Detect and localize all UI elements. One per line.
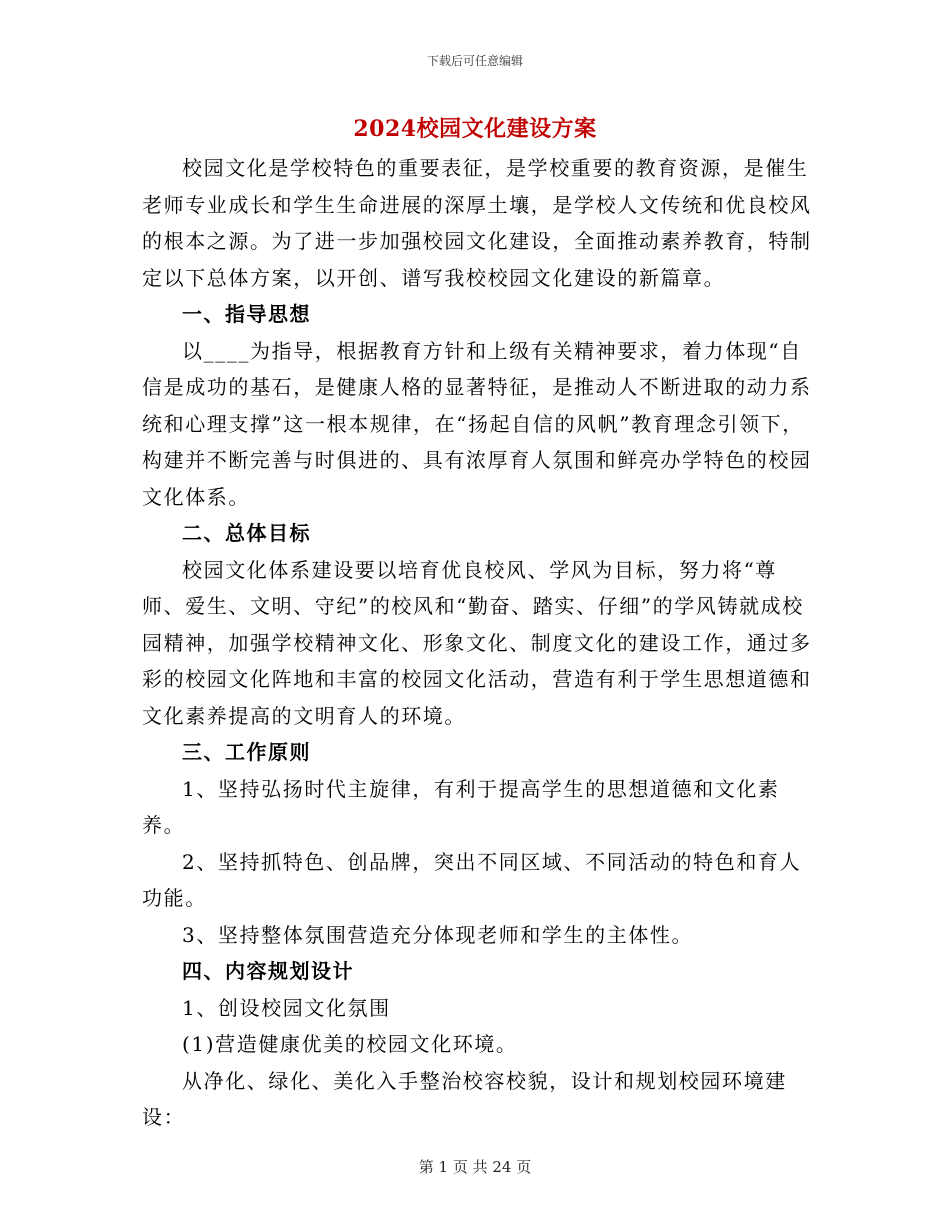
sub-item-environment: (1)营造健康优美的校园文化环境。	[182, 1032, 518, 1056]
paragraph-overall-goal: 校园文化体系建设要以培育优良校风、学风为目标，努力将“尊师、爱生、文明、守纪”的校风和“勤奋、踏实、仔细”的学风铸就成校园精神，加强学校精神文化、形象文化、制度文化的建设工作，通过多彩的校园文化阵地和丰富的校园文化活动，营造有利于学生思想道德和文化素养提高的文明育人的环境。	[142, 557, 812, 728]
page-number: 第 1 页 共 24 页	[418, 1158, 532, 1176]
paragraph-intro: 校园文化是学校特色的重要表征，是学校重要的教育资源，是催生老师专业成长和学生生命进展的深厚土壤，是学校人文传统和优良校风的根本之源。为了进一步加强校园文化建设，全面推动素养教育，特制定以下总体方案，以开创、谱写我校校园文化建设的新篇章。	[142, 156, 812, 290]
subsection-heading-culture-atmosphere: 1、创设校园文化氛围	[182, 995, 391, 1020]
principle-item-1: 1、坚持弘扬时代主旋律，有利于提高学生的思想道德和文化素养。	[142, 776, 780, 837]
page-header: 下载后可任意编辑	[426, 54, 523, 68]
section-heading-content-planning: 四、内容规划设计	[182, 959, 354, 983]
paragraph-environment: 从净化、绿化、美化入手整治校容校貌，设计和规划校园环境建设：	[142, 1068, 787, 1129]
principle-item-3: 3、坚持整体氛围营造充分体现老师和学生的主体性。	[182, 922, 694, 947]
section-heading-overall-goal: 二、总体目标	[182, 521, 311, 545]
document-title: 2024校园文化建设方案	[353, 116, 597, 142]
principle-item-2: 2、坚持抓特色、创品牌，突出不同区域、不同活动的特色和育人功能。	[142, 849, 802, 910]
paragraph-guiding-ideology: 以____为指导，根据教育方针和上级有关精神要求，着力体现“自信是成功的基石，是健康人格的显著特征，是推动人不断进取的动力系统和心理支撑”这一根本规律，在“扬起自信的风帆”教育理念引领下，构建并不断完善与时俱进的、具有浓厚育人氛围和鲜亮办学特色的校园文化体系。	[142, 338, 812, 509]
document-body	[142, 150, 814, 1136]
section-heading-work-principles: 三、工作原则	[182, 740, 311, 764]
section-heading-guiding-ideology: 一、指导思想	[182, 302, 311, 326]
